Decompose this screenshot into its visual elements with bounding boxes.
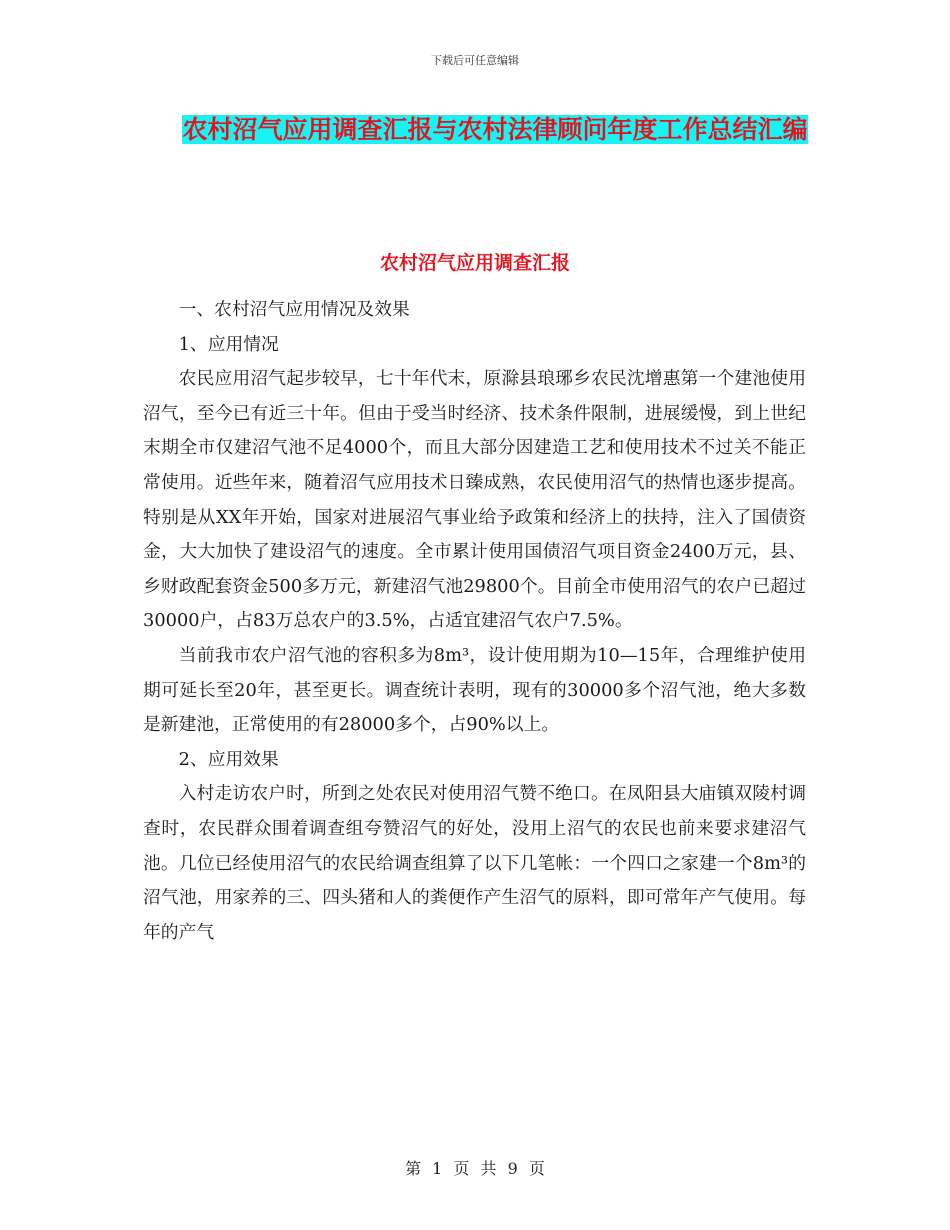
section-title: 农村沼气应用调查汇报 [379,252,570,274]
paragraph-digester-capacity: 当前我市农户沼气池的容积多为8m³，设计使用期为10—15年，合理维护使用期可延长至20年，甚至更长。调查统计表明，现有的30000多个沼气池，绝大多数是新建池，正常使用的有28000多个，占90%以上。 [143,644,806,736]
document-title-text: 农村沼气应用调查汇报与农村法律顾问年度工作总结汇编 [182,115,808,144]
subheading-application-status: 1、应用情况 [178,333,279,355]
heading-applications-and-effects: 一、农村沼气应用情况及效果 [178,299,410,320]
paragraph-application-effects: 入村走访农户时，所到之处农民对使用沼气赞不绝口。在凤阳县大庙镇双陵村调查时，农民群众围着调查组夸赞沼气的好处，没用上沼气的农民也前来要求建沼气池。几位已经使用沼气的农民给调查组算了以下几笔帐：一个四口之家建一个8m³的沼气池，用家养的三、四头猪和人的粪便作产生沼气的原料，即可常年产气使用。每年的产气 [143,783,806,943]
document-body [143,293,806,950]
subheading-application-effects: 2、应用效果 [178,748,279,770]
page-footer: 第 1 页 共 9 页 [405,1159,545,1178]
header-note: 下载后可任意编辑 [431,54,519,67]
document-title [150,108,840,152]
paragraph-application-status: 农民应用沼气起步较早，七十年代末，原滁县琅琊乡农民沈增惠第一个建池使用沼气，至今已有近三十年。但由于受当时经济、技术条件限制，进展缓慢，到上世纪末期全市仅建沼气池不足4000个，而且大部分因建造工艺和使用技术不过关不能正常使用。近些年来，随着沼气应用技术日臻成熟，农民使用沼气的热情也逐步提高。特别是从XX年开始，国家对进展沼气事业给予政策和经济上的扶持，注入了国债资金，大大加快了建设沼气的速度。全市累计使用国债沼气项目资金2400万元，县、乡财政配套资金500多万元，新建沼气池29800个。目前全市使用沼气的农户已超过30000户，占83万总农户的3.5%，占适宜建沼气农户7.5%。 [143,368,806,632]
